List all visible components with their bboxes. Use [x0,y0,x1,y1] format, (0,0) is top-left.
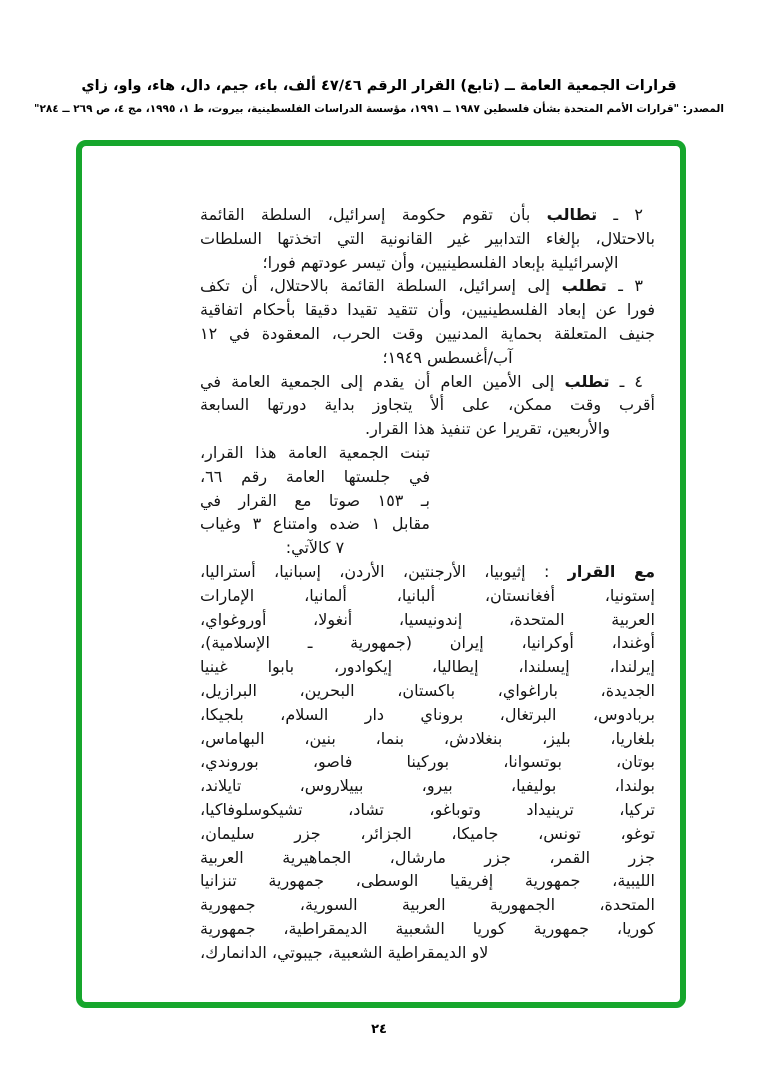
text-line: تركيا، ترينيداد وتوباغو، تشاد، تشيكوسلوفاكيا، [200,799,655,819]
text-line: أوغندا، أوكرانيا، إيران (جمهورية ـ الإسلامية)، [200,633,655,653]
text-line: لاو الديمقراطية الشعبية، جيبوتي، الدانمارك، [200,942,489,962]
text-line: الإسرائيلية بإبعاد الفلسطينيين، وأن تيسر عودتهم فورا؛ [262,252,619,272]
text-line: بـ ١٥٣ صوتا مع القرار في [200,490,430,510]
text-line: فورا عن إبعاد الفلسطينيين، وأن تتقيد تقيدا دقيقا بأحكام اتفاقية [200,300,655,320]
text-line: جنيف المتعلقة بحماية المدنيين وقت الحرب، المعقودة في ١٢ [200,323,655,343]
resolution-text-block [200,203,655,965]
text-line: توغو، تونس، جاميكا، الجزائر، جزر سليمان، [200,823,655,843]
text-line: ٧ كالآتي: [285,538,345,558]
text-line: الليبية، جمهورية إفريقيا الوسطى، جمهورية تنزانيا [200,871,655,891]
text-line: في جلستها العامة رقم ٦٦، [200,466,430,486]
text-line: مقابل ١ ضده وامتناع ٣ وغياب [200,514,430,534]
text-line: العربية المتحدة، إندونيسيا، أنغولا، أوروغواي، [200,609,655,629]
text-line: إستونيا، أفغانستان، ألبانيا، ألمانيا، الإمارات [200,585,655,605]
text-line: تبنت الجمعية العامة هذا القرار، [200,442,430,462]
text-line: ٤ ـ تطلب إلى الأمين العام أن يقدم إلى الجمعية العامة في [200,371,644,391]
text-line: مع القرار : إثيوبيا، الأرجنتين، الأردن، إسبانيا، أستراليا، [200,561,655,581]
text-line: أقرب وقت ممكن، على ألأ يتجاوز بداية دورتها السابعة [200,395,655,415]
page-number: ٢٤ [371,1022,387,1037]
page-header-source: المصدر: "قرارات الأمم المتحدة بشأن فلسطين ١٩٨٧ ــ ١٩٩١، مؤسسة الدراسات الفلسطينية، بيروت، ط ١، ١٩٩٥، مج ٤، ص ٢٦٩ ــ ٢٨٤" [34,103,724,115]
text-line: بولندا، بوليفيا، بيرو، بييلاروس، تايلاند، [200,776,655,796]
text-line: آب/أغسطس ١٩٤٩؛ [382,347,513,367]
text-line: ٣ ـ تطلب إلى إسرائيل، السلطة القائمة بالاحتلال، أن تكف [200,276,644,296]
text-line: والأربعين، تقريرا عن تنفيذ هذا القرار. [364,419,610,439]
text-line: كوريا، جمهورية كوريا الشعبية الديمقراطية، جمهورية [200,918,655,938]
text-line: بوتان، بوتسوانا، بوركينا فاصو، بوروندي، [200,752,655,772]
text-line: بالاحتلال، بإلغاء التدابير غير القانونية التي اتخذتها السلطات [200,228,655,248]
page-header-title: قرارات الجمعية العامة ــ (تابع) القرار الرقم ٤٧/٤٦ ألف، باء، جيم، دال، هاء، واو، زاي [81,78,677,94]
text-line: الجديدة، باراغواي، باكستان، البحرين، البرازيل، [200,680,655,700]
text-line: إيرلندا، إيسلندا، إيطاليا، إيكوادور، بابوا غينيا [200,657,655,677]
text-line: بربادوس، البرتغال، بروناي دار السلام، بلجيكا، [200,704,655,724]
text-line: ٢ ـ تطالب بأن تقوم حكومة إسرائيل، السلطة القائمة [200,205,643,224]
text-line: بلغاريا، بليز، بنغلادش، بنما، بنين، البهاماس، [200,728,655,748]
text-line: المتحدة، الجمهورية العربية السورية، جمهورية [200,895,655,915]
text-line: جزر القمر، جزر مارشال، الجماهيرية العربية [200,847,655,867]
